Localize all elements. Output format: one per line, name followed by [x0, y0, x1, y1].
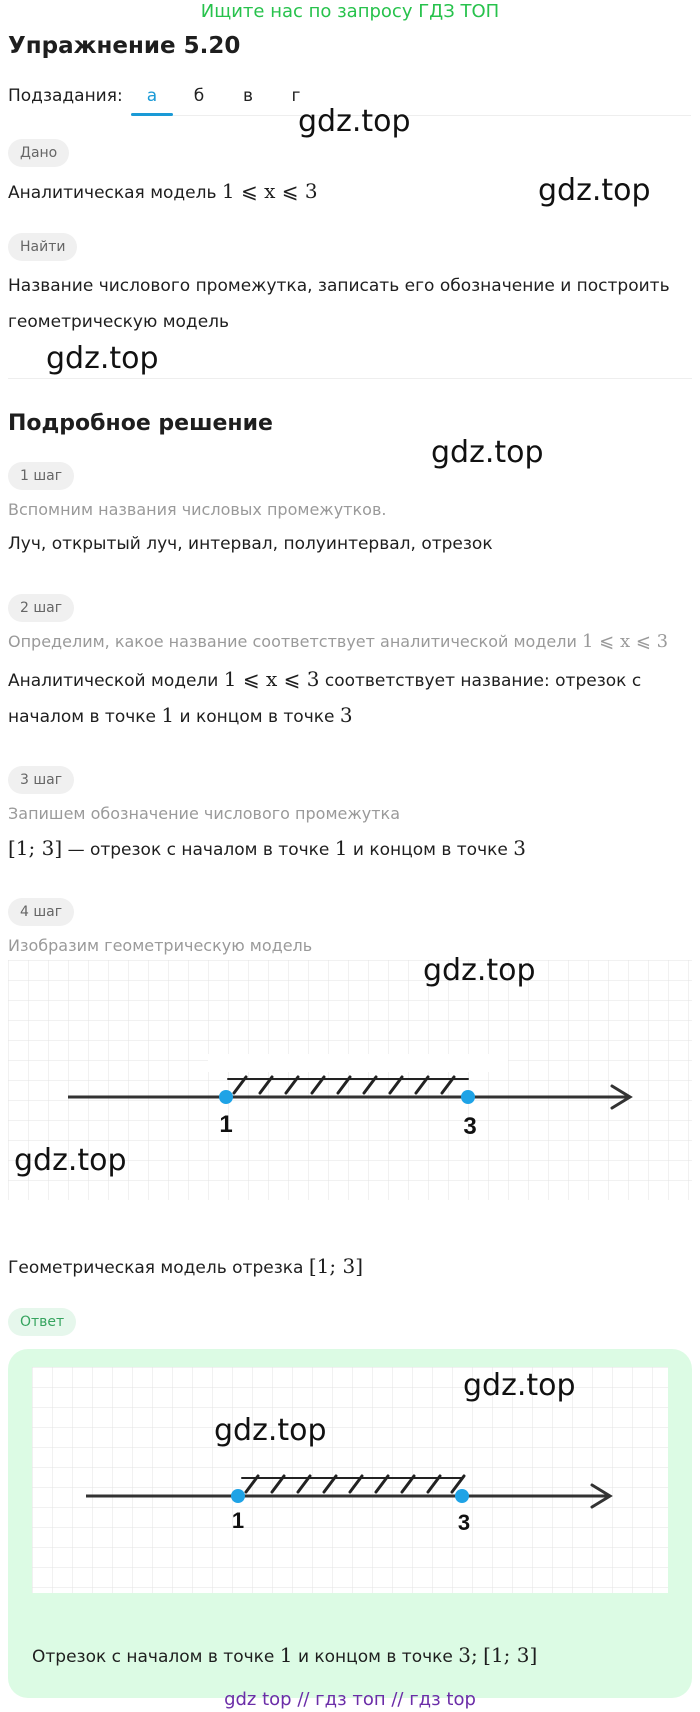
answer-point-1 — [231, 1489, 245, 1503]
given-math: 1 ⩽ x ⩽ 3 — [221, 179, 318, 203]
step2-line-1 — [8, 661, 641, 699]
solution-heading: Подробное решение — [8, 411, 273, 436]
step2-pill: 2 шаг — [8, 594, 74, 622]
step3-hint: Запишем обозначение числового промежутка — [8, 804, 401, 823]
answer-pill-wrap — [8, 1308, 76, 1336]
step4-caption-text: Геометрическая модель отрезка — [8, 1258, 304, 1278]
step3-math-3: 3 — [513, 836, 526, 860]
subtask-tab-v[interactable]: в — [242, 86, 254, 106]
step3-pill-wrap — [8, 766, 74, 794]
given-text — [8, 173, 318, 211]
subtask-tab-a[interactable]: а — [146, 86, 158, 106]
watermark: gdz.top — [538, 173, 651, 208]
answer-text-a: Отрезок с началом в точке — [32, 1647, 275, 1667]
step2-hint-text: Определим, какое название соответствует аналитической модели — [8, 632, 577, 651]
answer-point-3 — [455, 1489, 469, 1503]
step3-text-a: — отрезок с началом в точке — [67, 840, 330, 860]
step4-hint: Изобразим геометрическую модель — [8, 936, 313, 955]
answer-math-1: 1 — [279, 1643, 293, 1667]
step3-pill: 3 шаг — [8, 766, 74, 794]
section-divider — [8, 378, 692, 379]
step2-line-2 — [8, 697, 353, 735]
footer-links[interactable]: gdz top // гдз топ // гдз top — [224, 1689, 476, 1710]
top-banner-link[interactable]: Ищите нас по запросу ГДЗ ТОП — [200, 1, 500, 22]
step2-math-3: 3 — [339, 703, 353, 727]
step1-hint: Вспомним названия числовых промежутков. — [8, 500, 387, 519]
given-pill-wrap — [8, 139, 69, 167]
watermark: gdz.top — [14, 1143, 127, 1178]
step2-text-b: соответствует название: отрезок с — [324, 671, 642, 691]
answer-math-3: 3; — [458, 1643, 478, 1667]
watermark: gdz.top — [423, 953, 536, 988]
watermark: gdz.top — [214, 1413, 327, 1448]
hatch-backdrop — [208, 1054, 508, 1072]
answer-math-seg: [1; 3] — [483, 1643, 538, 1667]
step4-caption — [8, 1248, 363, 1286]
find-pill-wrap — [8, 233, 77, 261]
tabs-baseline — [131, 115, 691, 116]
watermark: gdz.top — [46, 341, 159, 376]
step1-text: Луч, открытый луч, интервал, полуинтервал, отрезок — [8, 534, 493, 554]
label-3: 3 — [463, 1113, 477, 1140]
step3-math-seg: [1; 3] — [8, 836, 63, 860]
subtask-tab-g[interactable]: г — [291, 86, 301, 106]
find-pill: Найти — [8, 233, 77, 261]
step2-math: 1 ⩽ x ⩽ 3 — [223, 667, 320, 691]
given-pill: Дано — [8, 139, 69, 167]
step1-pill-wrap — [8, 462, 74, 490]
watermark: gdz.top — [431, 435, 544, 470]
active-tab-indicator — [131, 113, 173, 116]
step3-text-b: и концом в точке — [352, 840, 508, 860]
answer-pill: Ответ — [8, 1308, 76, 1336]
step1-pill: 1 шаг — [8, 462, 74, 490]
step2-hint-math: 1 ⩽ x ⩽ 3 — [581, 631, 669, 652]
answer-text-b: и концом в точке — [297, 1647, 453, 1667]
step2-text-a: Аналитической модели — [8, 671, 219, 691]
answer-label-1: 1 — [231, 1508, 245, 1533]
step3-text — [8, 830, 526, 868]
step2-text-d: и концом в точке — [179, 707, 335, 727]
given-label: Аналитическая модель — [8, 183, 217, 203]
answer-text — [32, 1637, 537, 1675]
step2-text-c: началом в точке — [8, 707, 156, 727]
point-3 — [461, 1090, 475, 1104]
step2-hint — [8, 624, 668, 660]
watermark: gdz.top — [463, 1368, 576, 1403]
find-line-1: Название числового промежутка, записать его обозначение и построить — [8, 276, 670, 296]
answer-label-3: 3 — [457, 1510, 471, 1535]
find-line-2: геометрическую модель — [8, 312, 230, 332]
step2-pill-wrap — [8, 594, 74, 622]
step4-pill: 4 шаг — [8, 898, 74, 926]
subtask-tab-b[interactable]: б — [193, 86, 205, 106]
subtasks-label: Подзадания: — [8, 86, 123, 106]
step4-pill-wrap — [8, 898, 74, 926]
step4-caption-math: [1; 3] — [308, 1254, 363, 1278]
step3-math-1: 1 — [334, 836, 348, 860]
page-title: Упражнение 5.20 — [8, 33, 241, 59]
watermark: gdz.top — [298, 104, 411, 139]
label-1: 1 — [219, 1111, 233, 1138]
point-1 — [219, 1090, 233, 1104]
step2-math-1: 1 — [161, 703, 175, 727]
